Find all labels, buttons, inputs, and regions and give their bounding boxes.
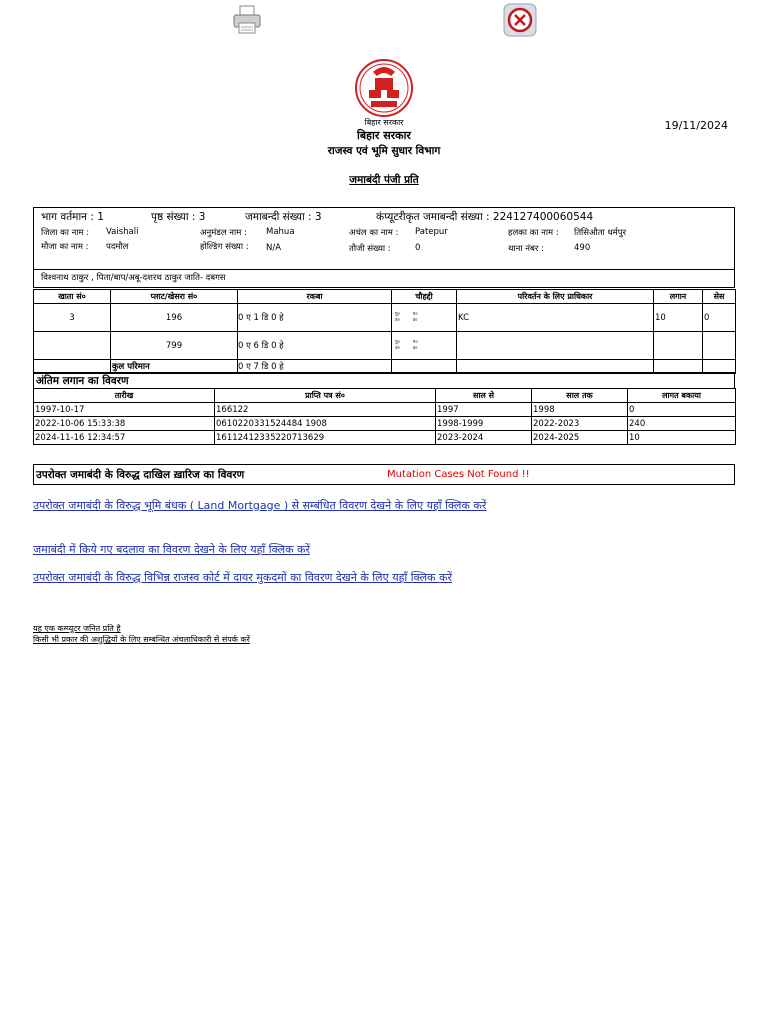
chauhaddi-north: उ०: [395, 345, 400, 351]
dues-cell: 10: [628, 431, 736, 445]
col-dues: लागत बकाया: [628, 389, 736, 403]
plot-cell: 799: [111, 332, 238, 360]
dues-cell: 240: [628, 417, 736, 431]
year-from-cell: 2023-2024: [436, 431, 532, 445]
anumandal-label: अनुमंडल नाम :: [200, 228, 247, 238]
halka-value: तिसिऔता धर्मपुर: [574, 228, 627, 238]
mauja-label: मौजा का नाम :: [41, 242, 89, 252]
thana-value: 490: [574, 243, 591, 253]
plot-cell: 196: [111, 304, 238, 332]
jila-label: जिला का नाम :: [41, 228, 90, 238]
tauji-label: तौजी संख्या :: [349, 244, 391, 254]
year-to-cell: 2024-2025: [532, 431, 628, 445]
col-rakba: रकबा: [238, 290, 392, 304]
bihar-emblem-logo: [351, 58, 417, 118]
chauhaddi-south: द०: [412, 317, 418, 323]
receipt-cell: 166122: [215, 403, 436, 417]
computer-jamabandi-number: कंप्यूटरीकृत जमाबन्दी संख्या : 224127400060544: [376, 211, 594, 223]
prishth-sankhya: पृष्ठ संख्या : 3: [151, 211, 206, 223]
authority-cell: [457, 332, 654, 360]
mutation-box: [33, 464, 735, 485]
computer-generated-note: यह एक कम्प्यूटर जनित प्रति है: [33, 624, 121, 633]
chauhaddi-cell: [392, 332, 457, 360]
report-date: 19/11/2024: [664, 119, 728, 132]
land-table-header: [34, 290, 736, 304]
year-to-cell: 2022-2023: [532, 417, 628, 431]
close-button[interactable]: [503, 3, 537, 37]
receipt-cell: 16112412335220713629: [215, 431, 436, 445]
lagan-section-title: अंतिम लगान का विवरण: [36, 375, 129, 387]
tauji-value: 0: [415, 243, 421, 253]
total-label: कुल परिमान: [111, 360, 238, 374]
lagan-cell: 10: [654, 304, 703, 332]
col-authority: परिवर्तन के लिए प्राधिकार: [457, 290, 654, 304]
lagan-cell: [654, 332, 703, 360]
chauhaddi-south: द०: [412, 345, 418, 351]
court-cases-link[interactable]: उपरोक्त जमाबंदी के विरुद्ध विभिन्न राजस्व कोर्ट में दायर मुकदमों का विवरण देखने के लिए यहाँ क्लिक करें: [33, 571, 452, 584]
raiyat-name: विश्वनाथ ठाकुर , पिता/बाप/अबू-दशरथ ठाकुर जाति- दबगस: [41, 273, 226, 283]
holding-label: होल्डिंग संख्या :: [200, 242, 249, 252]
jila-value: Vaishali: [106, 227, 139, 237]
print-button[interactable]: [230, 3, 264, 37]
bhag-vartman: भाग वर्तमान : 1: [41, 211, 104, 223]
table-row: [34, 403, 736, 417]
col-lagan: लगान: [654, 290, 703, 304]
year-to-cell: 1998: [532, 403, 628, 417]
chauhaddi-north: उ०: [395, 317, 400, 323]
authority-cell: KC: [457, 304, 654, 332]
col-receipt: प्राप्ति पत्र सं०: [215, 389, 436, 403]
khata-cell: 3: [34, 304, 111, 332]
govt-name: बिहार सरकार: [357, 129, 411, 142]
land-table: [33, 289, 736, 374]
lagan-table-header: [34, 389, 736, 403]
table-row: [34, 431, 736, 445]
year-from-cell: 1998-1999: [436, 417, 532, 431]
col-plot: प्लाट/खेसरा सं०: [111, 290, 238, 304]
date-cell: 2022-10-06 15:33:38: [34, 417, 215, 431]
col-year-to: साल तक: [532, 389, 628, 403]
dues-cell: 0: [628, 403, 736, 417]
col-chauhaddi: चौहद्दी: [392, 290, 457, 304]
chauhaddi-east: पु०: [395, 339, 400, 345]
jamabandi-changes-link[interactable]: जमाबंदी में किये गए बदलाव का विवरण देखने के लिए यहाँ क्लिक करें: [33, 543, 310, 556]
table-row: [34, 332, 736, 360]
thana-label: थाना नंबर :: [508, 244, 544, 254]
jamabandi-number: जमाबन्दी संख्या : 3: [245, 211, 322, 223]
col-date: तारीख: [34, 389, 215, 403]
jamabandi-info-box: [33, 207, 735, 288]
rakba-cell: 0 ए 1 डि 0 हे: [238, 304, 392, 332]
anchal-value: Patepur: [415, 227, 448, 237]
chauhaddi-west: प०: [412, 339, 418, 345]
col-ses: सेस: [703, 290, 736, 304]
halka-label: हलका का नाम :: [508, 228, 559, 238]
col-year-from: साल से: [436, 389, 532, 403]
lagan-table: [33, 388, 736, 445]
receipt-cell: 0610220331524484 1908: [215, 417, 436, 431]
contact-note: किसी भी प्रकार की अशुद्धियों के लिए सम्बन्धित अंचलाधिकारी से संपर्क करें: [33, 635, 250, 644]
ses-cell: 0: [703, 304, 736, 332]
mauja-value: पदमौल: [106, 242, 129, 252]
land-mortgage-link[interactable]: उपरोक्त जमाबंदी के विरुद्ध भूमि बंधक ( Land Mortgage ) से सम्बंधित विवरण देखने के लिए यहाँ क्लिक करें: [33, 499, 487, 512]
mutation-label: उपरोक्त जमाबंदी के विरुद्ध दाखिल ख़ारिज का विवरण: [36, 469, 245, 481]
col-khata: खाता सं०: [34, 290, 111, 304]
department-name: राजस्व एवं भूमि सुधार विभाग: [327, 145, 441, 157]
printer-icon: [230, 3, 264, 37]
anchal-label: अचंल का नाम :: [349, 228, 399, 238]
close-icon: [503, 3, 537, 37]
lagan-section-title-box: [33, 372, 735, 388]
mutation-status: Mutation Cases Not Found !!: [387, 469, 530, 480]
logo-caption: बिहार सरकार: [364, 118, 404, 127]
date-cell: 1997-10-17: [34, 403, 215, 417]
ses-cell: [703, 332, 736, 360]
anumandal-value: Mahua: [266, 227, 295, 237]
holding-value: N/A: [266, 243, 282, 253]
date-cell: 2024-11-16 12:34:57: [34, 431, 215, 445]
page-title: जमाबंदी पंजी प्रति: [349, 174, 419, 186]
table-row: [34, 417, 736, 431]
chauhaddi-cell: [392, 304, 457, 332]
chauhaddi-east: पु०: [395, 311, 400, 317]
chauhaddi-west: प०: [412, 311, 418, 317]
year-from-cell: 1997: [436, 403, 532, 417]
total-value: 0 ए 7 डि 0 हे: [238, 360, 392, 374]
rakba-cell: 0 ए 6 डि 0 हे: [238, 332, 392, 360]
table-row: [34, 304, 736, 332]
khata-cell: [34, 332, 111, 360]
